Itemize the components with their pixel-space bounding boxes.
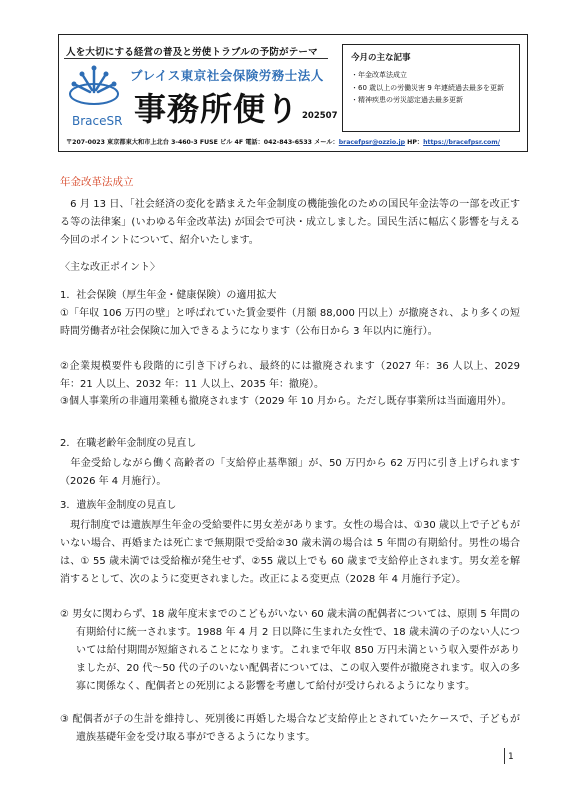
- toc-title: 今月の主な記事: [351, 53, 411, 63]
- issue-number: 202507: [302, 111, 338, 121]
- article-title: 年金改革法成立: [60, 176, 134, 188]
- section-3-point-2: ② 男女に関わらず、18 歳年度末までのこどもがいない 60 歳未満の配偶者については、原則 5 年間の有期給付に統一されます。1988 年 4 月 2 日以降に生まれた女性で、18 歳未満の子のない人については給付期間が短縮されることになります。これまで年収 850 万円未満という収入要件がありましたが、20 代～50 代の子のいない配偶者については、この収入要件が撤廃されます。収入の多寡に関係なく、配偶者との死別による影響を考慮して給付が受けられるようになります。: [60, 609, 520, 692]
- intro-paragraph: 6 月 13 日、「社会経済の変化を踏まえた年金制度の機能強化のための国民年金法等の一部を改正する等の法律案」(いわゆる年金改革法) が国会で可決・成立しました。国民生活に幅広く影響を与える今回のポイントについて、紹介いたします。: [60, 199, 520, 246]
- section-1-heading: 1．社会保険（厚生年金・健康保険）の適用拡大: [60, 290, 277, 301]
- organization-name: ブレイス東京社会保険労務士法人: [130, 68, 324, 83]
- section-2-paragraph: 年金受給しながら働く高齢者の「支給停止基準額」が、50 万円から 62 万円に引き上げられます（2026 年 4 月施行）。: [60, 458, 520, 487]
- section-3-heading: 3．遺族年金制度の見直し: [60, 500, 177, 511]
- toc-box: [342, 44, 520, 132]
- section-3-paragraph: 現行制度では遺族厚生年金の受給要件に男女差があります。女性の場合は、①30 歳以上で子どもがいない場合、再婚または死亡まで無期限で受給②30 歳未満の場合は 5 年間の有期給付。男性の場合は、① 55 歳未満では受給権が発生せず、②55 歳以上でも 60 歳まで支給停止されます。男女差を解消するとして、次のように変更されました。改正による変更点（2028 年 4 月施行予定）。: [60, 520, 520, 585]
- toc-item: ・年金改革法成立: [351, 71, 407, 79]
- header-divider: [64, 58, 328, 59]
- section-3-point-3: ③ 配偶者が子の生計を維持し、死別後に再婚した場合など支給停止とされていたケースで、子どもが遺族基礎年金を受け取る事ができるようになります。: [60, 714, 520, 743]
- toc-item: ・精神疾患の労災認定過去最多更新: [351, 96, 463, 104]
- toc-item: ・60 歳以上の労働災害 9 年連続過去最多を更新: [351, 83, 505, 92]
- page-number-divider: [504, 748, 505, 764]
- contact-address: 〒207-0023 東京都東大和市上北台 3-460-3 FUSE ビル 4F 電話：042-843-6533 メール：: [66, 139, 339, 146]
- section-2-heading: 2．在職老齢年金制度の見直し: [60, 438, 197, 449]
- email-link[interactable]: bracefpsr@ozzio.jp: [338, 139, 406, 146]
- newsletter-title: 事務所便り: [134, 90, 300, 128]
- tagline: 人を大切にする経営の普及と労使トラブルの予防がテーマ: [66, 47, 318, 58]
- logo-wordmark: BraceSR: [72, 114, 123, 128]
- page-number: 1: [508, 752, 514, 762]
- points-heading: 〈主な改正ポイント〉: [60, 262, 160, 273]
- section-1-point-3: ③個人事業所の非適用業種も撤廃されます（2029 年 10 月から。ただし既存事業所は当面適用外）。: [60, 396, 512, 407]
- section-1-point-1: ①「年収 106 万円の壁」と呼ばれていた賃金要件（月額 88,000 円以上）が撤廃され、より多くの短時間労働者が社会保険に加入できるようになります（公布日から 3 年以内に施行）。: [60, 308, 520, 337]
- contact-line: [66, 137, 500, 146]
- website-link[interactable]: https://bracefpsr.com/: [423, 139, 500, 146]
- hp-label: HP：: [405, 139, 424, 146]
- brace-logo-icon: [66, 62, 122, 114]
- toc-list: [351, 69, 515, 107]
- section-1-point-2: ②企業規模要件も段階的に引き下げられ、最終的には撤廃されます（2027 年：36 人以上、2029 年：21 人以上、2032 年：11 人以上、2035 年：撤廃）。: [60, 361, 520, 390]
